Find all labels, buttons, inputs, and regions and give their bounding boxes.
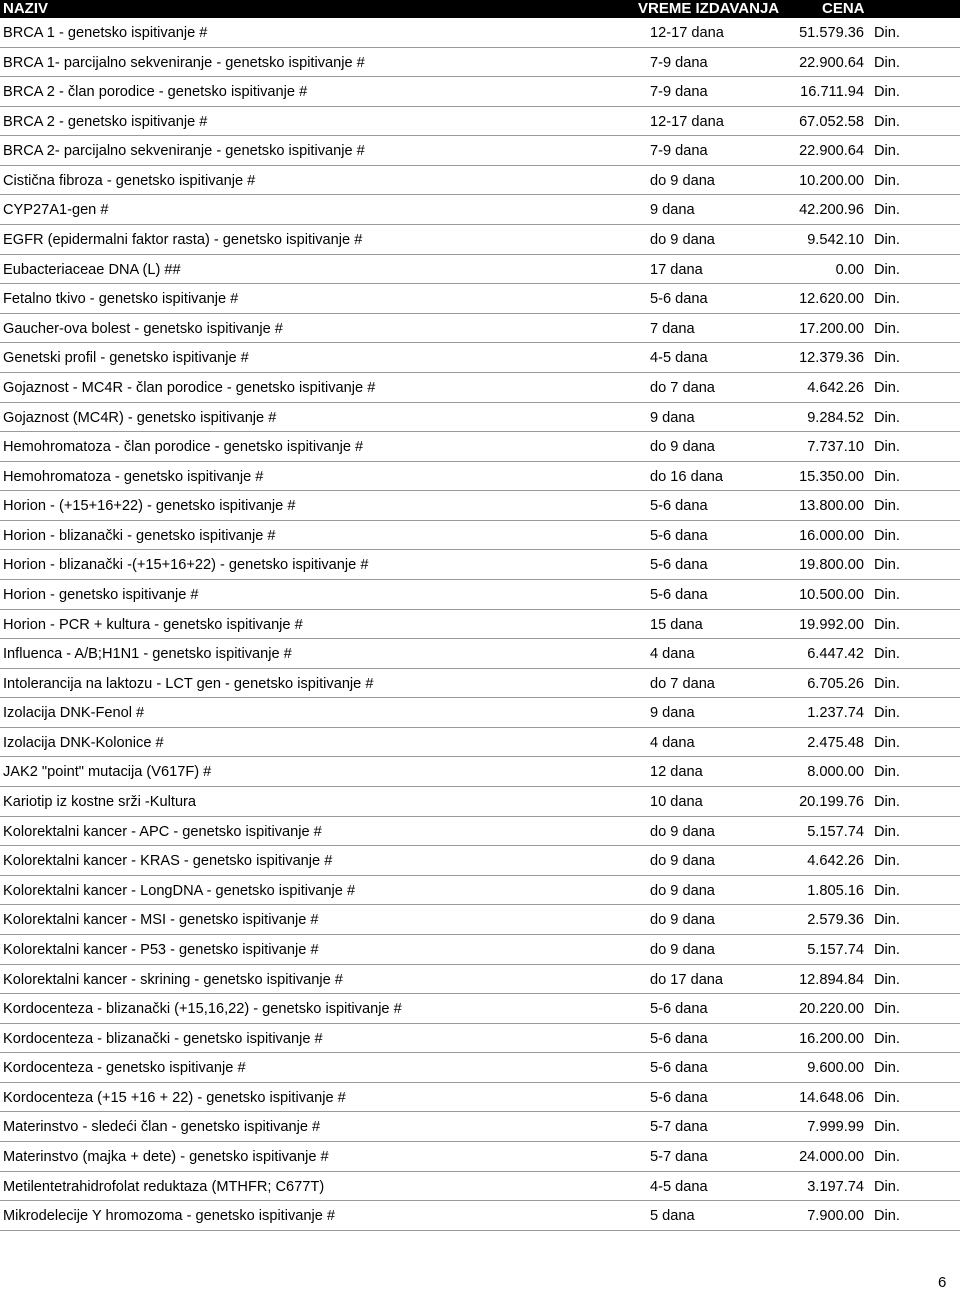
price-value: 3.197.74 bbox=[807, 1178, 864, 1195]
turnaround-time: 4-5 dana bbox=[650, 1178, 708, 1195]
turnaround-time: 4-5 dana bbox=[650, 350, 708, 367]
test-name: JAK2 "point" mutacija (V617F) # bbox=[3, 764, 212, 781]
test-name: Hemohromatoza - član porodice - genetsko ispitivanje # bbox=[3, 439, 364, 456]
price-value: 19.992.00 bbox=[799, 616, 864, 633]
table-header bbox=[0, 0, 960, 18]
table-row bbox=[0, 965, 960, 995]
table-row bbox=[0, 521, 960, 551]
table-row bbox=[0, 994, 960, 1024]
currency-label: Din. bbox=[874, 1089, 900, 1106]
table-row bbox=[0, 817, 960, 847]
test-name: Cistična fibroza - genetsko ispitivanje # bbox=[3, 172, 256, 189]
turnaround-time: 5-6 dana bbox=[650, 527, 708, 544]
test-name: Kordocenteza - blizanački - genetsko ispitivanje # bbox=[3, 1030, 323, 1047]
price-value: 20.199.76 bbox=[799, 794, 864, 811]
currency-label: Din. bbox=[874, 941, 900, 958]
currency-label: Din. bbox=[874, 1001, 900, 1018]
table-row bbox=[0, 77, 960, 107]
turnaround-time: do 7 dana bbox=[650, 379, 715, 396]
turnaround-time: 12-17 dana bbox=[650, 113, 724, 130]
test-name: Influenca - A/B;H1N1 - genetsko ispitivanje # bbox=[3, 646, 292, 663]
price-value: 5.157.74 bbox=[807, 823, 864, 840]
turnaround-time: do 7 dana bbox=[650, 675, 715, 692]
turnaround-time: 7 dana bbox=[650, 320, 695, 337]
table-row bbox=[0, 48, 960, 78]
turnaround-time: 5-6 dana bbox=[650, 1089, 708, 1106]
price-value: 2.475.48 bbox=[807, 734, 864, 751]
currency-label: Din. bbox=[874, 1208, 900, 1225]
price-value: 14.648.06 bbox=[799, 1089, 864, 1106]
table-row bbox=[0, 314, 960, 344]
currency-label: Din. bbox=[874, 557, 900, 574]
table-row bbox=[0, 195, 960, 225]
table-row bbox=[0, 1053, 960, 1083]
currency-label: Din. bbox=[874, 1148, 900, 1165]
currency-label: Din. bbox=[874, 350, 900, 367]
price-value: 13.800.00 bbox=[799, 498, 864, 515]
column-header-price: CENA bbox=[822, 0, 865, 17]
currency-label: Din. bbox=[874, 113, 900, 130]
test-name: Izolacija DNK-Fenol # bbox=[3, 705, 145, 722]
table-row bbox=[0, 18, 960, 48]
price-value: 4.642.26 bbox=[807, 379, 864, 396]
currency-label: Din. bbox=[874, 912, 900, 929]
turnaround-time: 5-6 dana bbox=[650, 1001, 708, 1018]
currency-label: Din. bbox=[874, 527, 900, 544]
test-name: Eubacteriaceae DNA (L) ## bbox=[3, 261, 181, 278]
turnaround-time: 4 dana bbox=[650, 734, 695, 751]
table-row bbox=[0, 846, 960, 876]
test-name: Kariotip iz kostne srži -Kultura bbox=[3, 794, 197, 811]
test-name: BRCA 1 - genetsko ispitivanje # bbox=[3, 25, 208, 41]
test-name: Horion - genetsko ispitivanje # bbox=[3, 586, 199, 603]
currency-label: Din. bbox=[874, 232, 900, 249]
currency-label: Din. bbox=[874, 25, 900, 41]
test-name: Genetski profil - genetsko ispitivanje # bbox=[3, 350, 249, 367]
test-name: Fetalno tkivo - genetsko ispitivanje # bbox=[3, 291, 239, 308]
price-value: 10.200.00 bbox=[799, 172, 864, 189]
currency-label: Din. bbox=[874, 616, 900, 633]
table-row bbox=[0, 757, 960, 787]
price-value: 0.00 bbox=[835, 261, 864, 278]
test-name: Kolorektalni kancer - KRAS - genetsko ispitivanje # bbox=[3, 853, 333, 870]
price-value: 7.737.10 bbox=[807, 439, 864, 456]
currency-label: Din. bbox=[874, 261, 900, 278]
currency-label: Din. bbox=[874, 320, 900, 337]
currency-label: Din. bbox=[874, 1119, 900, 1136]
test-name: Kordocenteza - genetsko ispitivanje # bbox=[3, 1060, 246, 1077]
table-row bbox=[0, 107, 960, 137]
turnaround-time: 4 dana bbox=[650, 646, 695, 663]
turnaround-time: do 9 dana bbox=[650, 232, 715, 249]
turnaround-time: do 9 dana bbox=[650, 882, 715, 899]
turnaround-time: 5-6 dana bbox=[650, 1060, 708, 1077]
price-value: 16.711.94 bbox=[800, 84, 864, 101]
price-value: 22.900.64 bbox=[799, 143, 864, 160]
price-value: 15.350.00 bbox=[799, 468, 864, 485]
turnaround-time: 7-9 dana bbox=[650, 54, 708, 71]
table-row bbox=[0, 284, 960, 314]
currency-label: Din. bbox=[874, 172, 900, 189]
test-name: BRCA 1- parcijalno sekveniranje - genetsko ispitivanje # bbox=[3, 54, 365, 71]
price-value: 9.542.10 bbox=[807, 232, 864, 249]
test-name: Horion - blizanački - genetsko ispitivanje # bbox=[3, 527, 276, 544]
test-name: Kolorektalni kancer - P53 - genetsko ispitivanje # bbox=[3, 941, 319, 958]
column-header-name: NAZIV bbox=[3, 0, 48, 17]
test-name: Kolorektalni kancer - MSI - genetsko ispitivanje # bbox=[3, 912, 319, 929]
turnaround-time: do 17 dana bbox=[650, 971, 724, 988]
test-name: Gojaznost (MC4R) - genetsko ispitivanje # bbox=[3, 409, 277, 426]
turnaround-time: 12 dana bbox=[650, 764, 703, 781]
turnaround-time: 5-6 dana bbox=[650, 498, 708, 515]
table-row bbox=[0, 166, 960, 196]
table-row bbox=[0, 787, 960, 817]
price-value: 17.200.00 bbox=[799, 320, 864, 337]
price-value: 12.379.36 bbox=[799, 350, 864, 367]
currency-label: Din. bbox=[874, 84, 900, 101]
test-name: EGFR (epidermalni faktor rasta) - genetsko ispitivanje # bbox=[3, 232, 363, 249]
table-row bbox=[0, 580, 960, 610]
turnaround-time: 7-9 dana bbox=[650, 84, 708, 101]
table-row bbox=[0, 1083, 960, 1113]
table-row bbox=[0, 876, 960, 906]
currency-label: Din. bbox=[874, 675, 900, 692]
table-row bbox=[0, 1112, 960, 1142]
currency-label: Din. bbox=[874, 143, 900, 160]
currency-label: Din. bbox=[874, 823, 900, 840]
test-name: Gaucher-ova bolest - genetsko ispitivanje # bbox=[3, 320, 283, 337]
price-table-body bbox=[0, 18, 960, 1231]
turnaround-time: 17 dana bbox=[650, 261, 703, 278]
turnaround-time: 9 dana bbox=[650, 705, 695, 722]
test-name: Horion - PCR + kultura - genetsko ispitivanje # bbox=[3, 616, 303, 633]
table-row bbox=[0, 1201, 960, 1231]
table-row bbox=[0, 255, 960, 285]
test-name: Kordocenteza - blizanački (+15,16,22) - genetsko ispitivanje # bbox=[3, 1001, 402, 1018]
price-value: 12.894.84 bbox=[799, 971, 864, 988]
currency-label: Din. bbox=[874, 705, 900, 722]
turnaround-time: 10 dana bbox=[650, 794, 703, 811]
page-number: 6 bbox=[938, 1274, 947, 1291]
turnaround-time: do 9 dana bbox=[650, 912, 715, 929]
price-value: 10.500.00 bbox=[799, 586, 864, 603]
currency-label: Din. bbox=[874, 882, 900, 899]
price-value: 5.157.74 bbox=[807, 941, 864, 958]
price-value: 16.000.00 bbox=[799, 527, 864, 544]
table-row bbox=[0, 698, 960, 728]
test-name: Horion - (+15+16+22) - genetsko ispitivanje # bbox=[3, 498, 296, 515]
price-value: 1.805.16 bbox=[807, 882, 864, 899]
currency-label: Din. bbox=[874, 1030, 900, 1047]
table-row bbox=[0, 491, 960, 521]
currency-label: Din. bbox=[874, 291, 900, 308]
currency-label: Din. bbox=[874, 1060, 900, 1077]
table-row bbox=[0, 610, 960, 640]
price-value: 6.447.42 bbox=[807, 646, 864, 663]
currency-label: Din. bbox=[874, 586, 900, 603]
currency-label: Din. bbox=[874, 764, 900, 781]
test-name: Izolacija DNK-Kolonice # bbox=[3, 734, 164, 751]
price-value: 1.237.74 bbox=[807, 705, 864, 722]
price-value: 42.200.96 bbox=[799, 202, 864, 219]
currency-label: Din. bbox=[874, 971, 900, 988]
price-value: 67.052.58 bbox=[799, 113, 864, 130]
test-name: Intolerancija na laktozu - LCT gen - genetsko ispitivanje # bbox=[3, 675, 374, 692]
currency-label: Din. bbox=[874, 439, 900, 456]
turnaround-time: do 16 dana bbox=[650, 468, 724, 485]
test-name: Horion - blizanački -(+15+16+22) - genetsko ispitivanje # bbox=[3, 557, 369, 574]
table-row bbox=[0, 1142, 960, 1172]
currency-label: Din. bbox=[874, 794, 900, 811]
currency-label: Din. bbox=[874, 409, 900, 426]
test-name: Metilentetrahidrofolat reduktaza (MTHFR; C677T) bbox=[3, 1178, 325, 1195]
turnaround-time: do 9 dana bbox=[650, 439, 715, 456]
test-name: Kolorektalni kancer - APC - genetsko ispitivanje # bbox=[3, 823, 322, 840]
table-row bbox=[0, 935, 960, 965]
turnaround-time: 12-17 dana bbox=[650, 25, 724, 41]
test-name: Materinstvo - sledeći član - genetsko ispitivanje # bbox=[3, 1119, 321, 1136]
turnaround-time: do 9 dana bbox=[650, 823, 715, 840]
price-value: 51.579.36 bbox=[799, 25, 864, 41]
table-row bbox=[0, 669, 960, 699]
test-name: Materinstvo (majka + dete) - genetsko ispitivanje # bbox=[3, 1148, 329, 1165]
table-row bbox=[0, 343, 960, 373]
table-row bbox=[0, 462, 960, 492]
test-name: Kolorektalni kancer - skrining - genetsko ispitivanje # bbox=[3, 971, 343, 988]
table-row bbox=[0, 373, 960, 403]
currency-label: Din. bbox=[874, 734, 900, 751]
turnaround-time: 7-9 dana bbox=[650, 143, 708, 160]
turnaround-time: 9 dana bbox=[650, 202, 695, 219]
turnaround-time: 9 dana bbox=[650, 409, 695, 426]
price-value: 24.000.00 bbox=[799, 1148, 864, 1165]
table-row bbox=[0, 1172, 960, 1202]
turnaround-time: 5-6 dana bbox=[650, 586, 708, 603]
price-value: 19.800.00 bbox=[799, 557, 864, 574]
currency-label: Din. bbox=[874, 498, 900, 515]
table-row bbox=[0, 136, 960, 166]
turnaround-time: do 9 dana bbox=[650, 941, 715, 958]
currency-label: Din. bbox=[874, 468, 900, 485]
table-row bbox=[0, 432, 960, 462]
price-value: 2.579.36 bbox=[807, 912, 864, 929]
table-row bbox=[0, 225, 960, 255]
price-value: 4.642.26 bbox=[807, 853, 864, 870]
currency-label: Din. bbox=[874, 54, 900, 71]
price-value: 20.220.00 bbox=[799, 1001, 864, 1018]
test-name: Hemohromatoza - genetsko ispitivanje # bbox=[3, 468, 264, 485]
turnaround-time: do 9 dana bbox=[650, 172, 715, 189]
price-value: 12.620.00 bbox=[799, 291, 864, 308]
test-name: CYP27A1-gen # bbox=[3, 202, 109, 219]
table-row bbox=[0, 403, 960, 433]
price-value: 7.999.99 bbox=[807, 1119, 864, 1136]
currency-label: Din. bbox=[874, 202, 900, 219]
table-row bbox=[0, 550, 960, 580]
test-name: BRCA 2 - član porodice - genetsko ispitivanje # bbox=[3, 84, 308, 101]
test-name: BRCA 2 - genetsko ispitivanje # bbox=[3, 113, 208, 130]
currency-label: Din. bbox=[874, 379, 900, 396]
turnaround-time: 5-7 dana bbox=[650, 1119, 708, 1136]
table-row bbox=[0, 1024, 960, 1054]
turnaround-time: 15 dana bbox=[650, 616, 703, 633]
price-value: 6.705.26 bbox=[807, 675, 864, 692]
currency-label: Din. bbox=[874, 853, 900, 870]
table-row bbox=[0, 905, 960, 935]
test-name: Gojaznost - MC4R - član porodice - genetsko ispitivanje # bbox=[3, 379, 376, 396]
turnaround-time: do 9 dana bbox=[650, 853, 715, 870]
test-name: Kordocenteza (+15 +16 + 22) - genetsko ispitivanje # bbox=[3, 1089, 346, 1106]
turnaround-time: 5-6 dana bbox=[650, 291, 708, 308]
test-name: Mikrodelecije Y hromozoma - genetsko ispitivanje # bbox=[3, 1208, 336, 1225]
currency-label: Din. bbox=[874, 1178, 900, 1195]
table-row bbox=[0, 639, 960, 669]
test-name: BRCA 2- parcijalno sekveniranje - genetsko ispitivanje # bbox=[3, 143, 365, 160]
price-value: 7.900.00 bbox=[807, 1208, 864, 1225]
turnaround-time: 5 dana bbox=[650, 1208, 695, 1225]
price-value: 9.284.52 bbox=[807, 409, 864, 426]
price-value: 8.000.00 bbox=[807, 764, 864, 781]
column-header-time: VREME IZDAVANJA bbox=[638, 0, 780, 17]
turnaround-time: 5-6 dana bbox=[650, 1030, 708, 1047]
turnaround-time: 5-7 dana bbox=[650, 1148, 708, 1165]
price-value: 22.900.64 bbox=[799, 54, 864, 71]
test-name: Kolorektalni kancer - LongDNA - genetsko ispitivanje # bbox=[3, 882, 356, 899]
currency-label: Din. bbox=[874, 646, 900, 663]
price-value: 16.200.00 bbox=[799, 1030, 864, 1047]
turnaround-time: 5-6 dana bbox=[650, 557, 708, 574]
table-row bbox=[0, 728, 960, 758]
price-value: 9.600.00 bbox=[807, 1060, 864, 1077]
